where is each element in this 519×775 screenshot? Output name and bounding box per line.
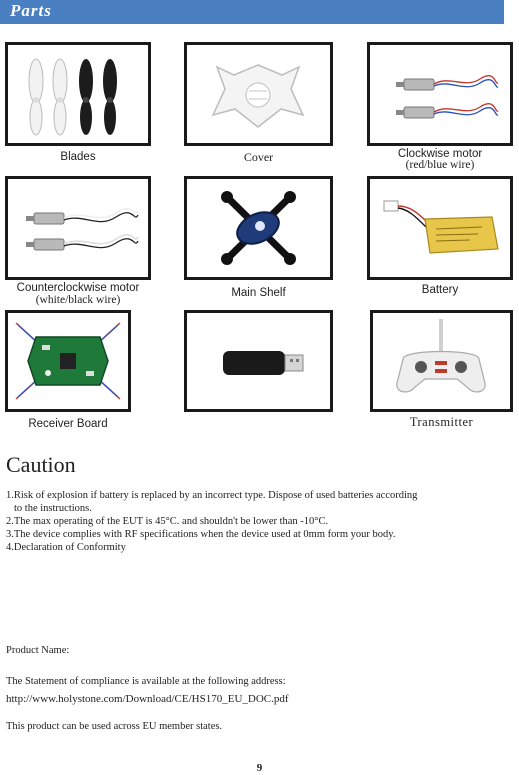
product-name: Product Name: (6, 645, 70, 656)
caution-list (6, 489, 511, 554)
section-banner (0, 0, 504, 24)
caution-item: to the instructions. (14, 503, 92, 514)
receiver-board-label: Receiver Board (28, 418, 108, 430)
blades-image (5, 42, 151, 146)
battery-label: Battery (421, 284, 459, 296)
caution-item: 4.Declaration of Conformity (6, 542, 126, 553)
section-title: Parts (10, 1, 52, 20)
main-shelf-label: Main Shelf (231, 287, 286, 299)
counterclockwise-motor-label: Counterclockwise motor (16, 282, 140, 294)
clockwise-motor-label: Clockwise motor (397, 148, 483, 160)
clockwise-motor-sublabel: (red/blue wire) (405, 159, 475, 171)
transmitter-image (370, 310, 513, 412)
counterclockwise-motor-sublabel: (white/black wire) (35, 294, 121, 306)
caution-heading: Caution (6, 452, 76, 477)
blades-label: Blades (60, 151, 96, 163)
cover-image (184, 42, 333, 146)
battery-image (367, 176, 513, 280)
caution-item: 3.The device complies with RF specifications when the device used at 0mm form your body. (6, 529, 396, 540)
usb-adapter-image (184, 310, 333, 412)
main-shelf-image (184, 176, 333, 280)
doc-url: http://www.holystone.com/Download/CE/HS170_EU_DOC.pdf (6, 693, 289, 705)
compliance-statement: The Statement of compliance is available at the following address: (6, 676, 286, 687)
eu-usage-note: This product can be used across EU member states. (6, 721, 223, 732)
transmitter-label: Transmitter (409, 415, 474, 429)
counterclockwise-motor-image (5, 176, 151, 280)
caution-item: 1.Risk of explosion if battery is replaced by an incorrect type. Dispose of used batteries according (6, 490, 418, 501)
caution-item: 2.The max operating of the EUT is 45°C. and shouldn't be lower than -10°C. (6, 516, 329, 527)
receiver-board-image (5, 310, 131, 412)
cover-label: Cover (243, 150, 274, 164)
clockwise-motor-image (367, 42, 513, 146)
page-number: 9 (256, 762, 263, 774)
